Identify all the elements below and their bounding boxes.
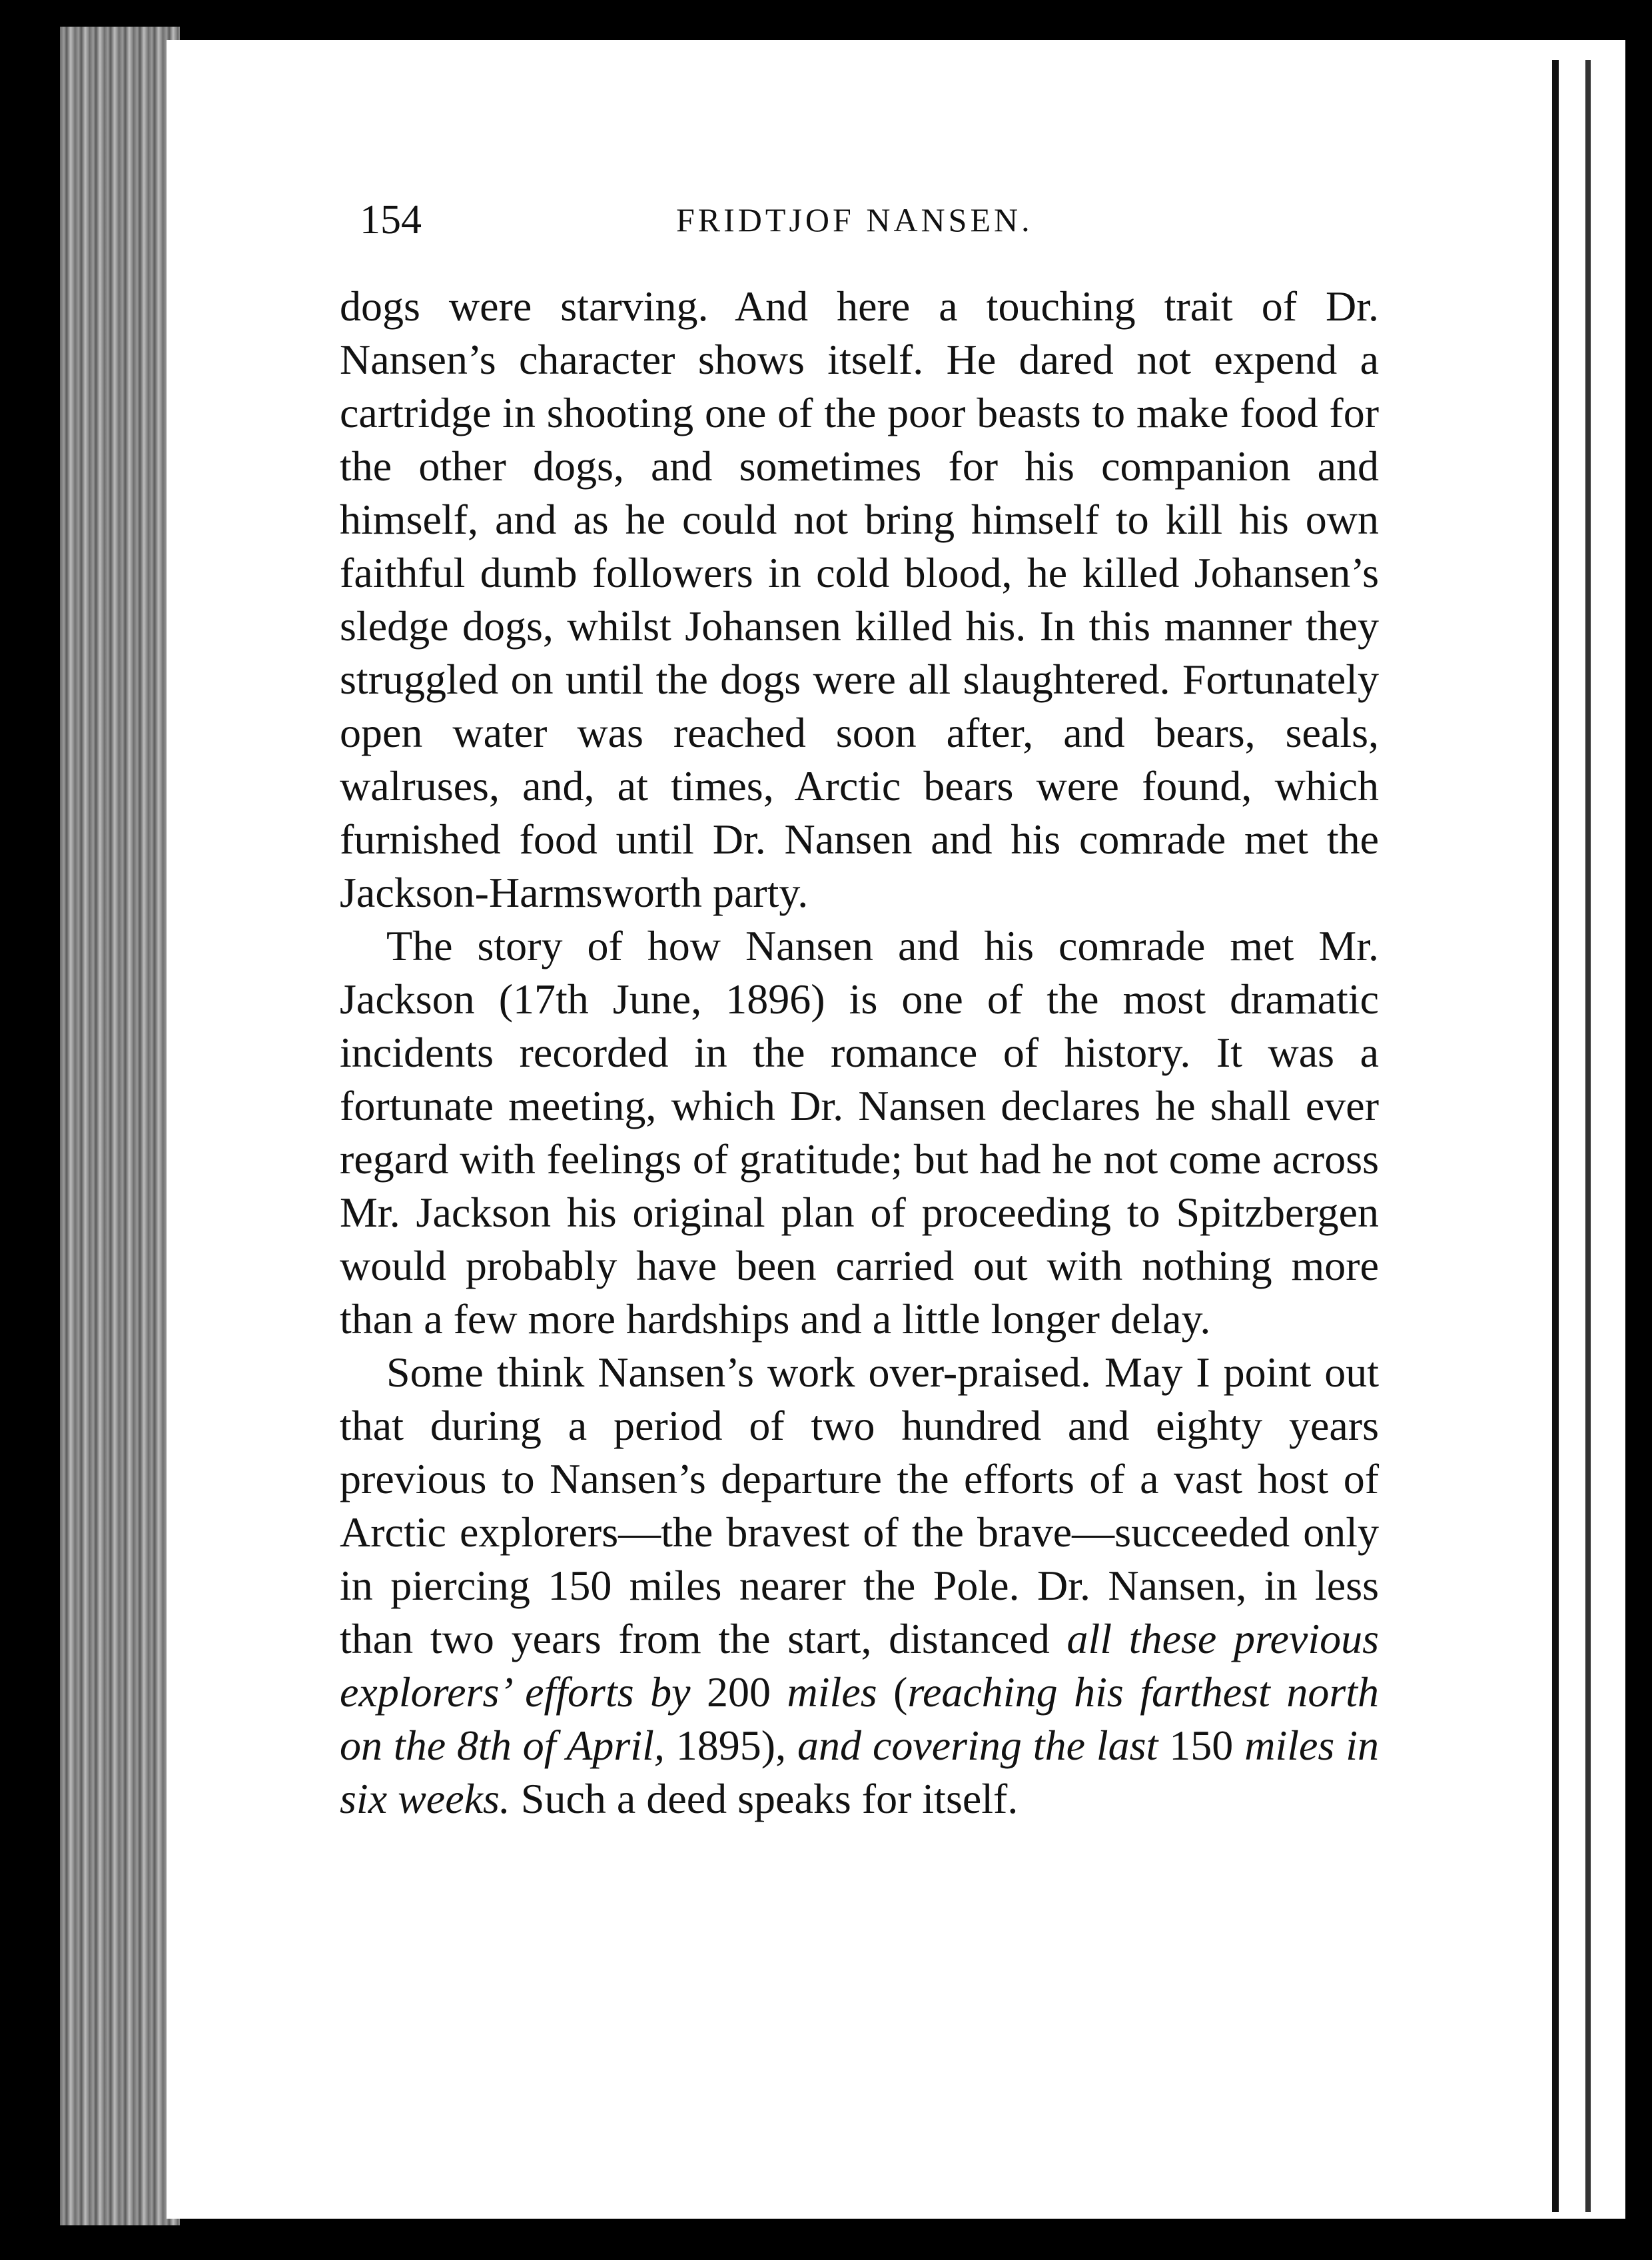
paragraph-3-text: 1895), (664, 1722, 798, 1769)
paragraph-1: dogs were starving. And here a touching trait of Dr. Nansen’s character shows itself. He dared not expend a cartridge in shooting one of the poor beasts to make food for the other dogs, and sometimes for his companion and himself, and as he could not bring himself to kill his own faithful dumb followers in cold blood, he killed Johansen’s sledge dogs, whilst Johansen killed his. In this manner they struggled on until the dogs were all slaughtered. Fortunately open water was reached soon after, and bears, seals, walruses, and, at times, Arctic bears were found, which furnished food until Dr. Nansen and his comrade met the Jackson-Harmsworth party. (340, 282, 1379, 916)
paragraph-2: The story of how Nansen and his comrade met Mr. Jackson (17th June, 1896) is one of the most dramatic incidents recorded in the romance of history. It was a fortunate meeting, which Dr. Nansen declares he shall ever regard with feelings of gratitude; but had he not come across Mr. Jackson his original plan of proceeding to Spitzbergen would probably have been carried out with nothing more than a few more hardships and a little longer delay. (340, 922, 1379, 1343)
book-page-edges (0, 0, 180, 2260)
paragraph-3-italic: and covering the last (797, 1722, 1158, 1769)
gutter-line (1552, 60, 1559, 2212)
gutter-line (1585, 60, 1591, 2212)
paragraph-3-italic: miles (787, 1668, 877, 1716)
scan-right-border (1625, 40, 1652, 2219)
body-text (340, 280, 1379, 1826)
paragraph-3-text: Some think Nansen’s work over-praised. May I point out that during a period of two hundred and eighty years previous to Nansen’s departure the efforts of a vast host of Arctic explorers—the bravest of the brave—succeeded only in piercing 150 miles nearer the Pole. Dr. Nansen, in less than two years from the start, distanced (340, 1349, 1379, 1662)
page-edge-strip (60, 27, 180, 2225)
running-head (360, 197, 1386, 257)
paragraph-3-text: 200 (690, 1668, 787, 1716)
paragraph-3-italic: miles in six weeks. (340, 1722, 1380, 1822)
paragraph-3-text: Such a deed speaks for itself. (510, 1775, 1019, 1822)
book-gutter (1545, 40, 1652, 2219)
paragraph-3-italic: reaching his farthest north on the 8th of April, (340, 1668, 1379, 1769)
paragraph-3 (340, 1346, 1379, 1826)
paragraph-3-italic: all these previous explorers’ efforts by (340, 1615, 1380, 1716)
running-title: FRIDTJOF NANSEN. (676, 201, 1033, 239)
paragraph-3-text: ( (877, 1668, 908, 1716)
paragraph-3-text: 150 (1158, 1722, 1245, 1769)
page-number: 154 (360, 197, 422, 243)
